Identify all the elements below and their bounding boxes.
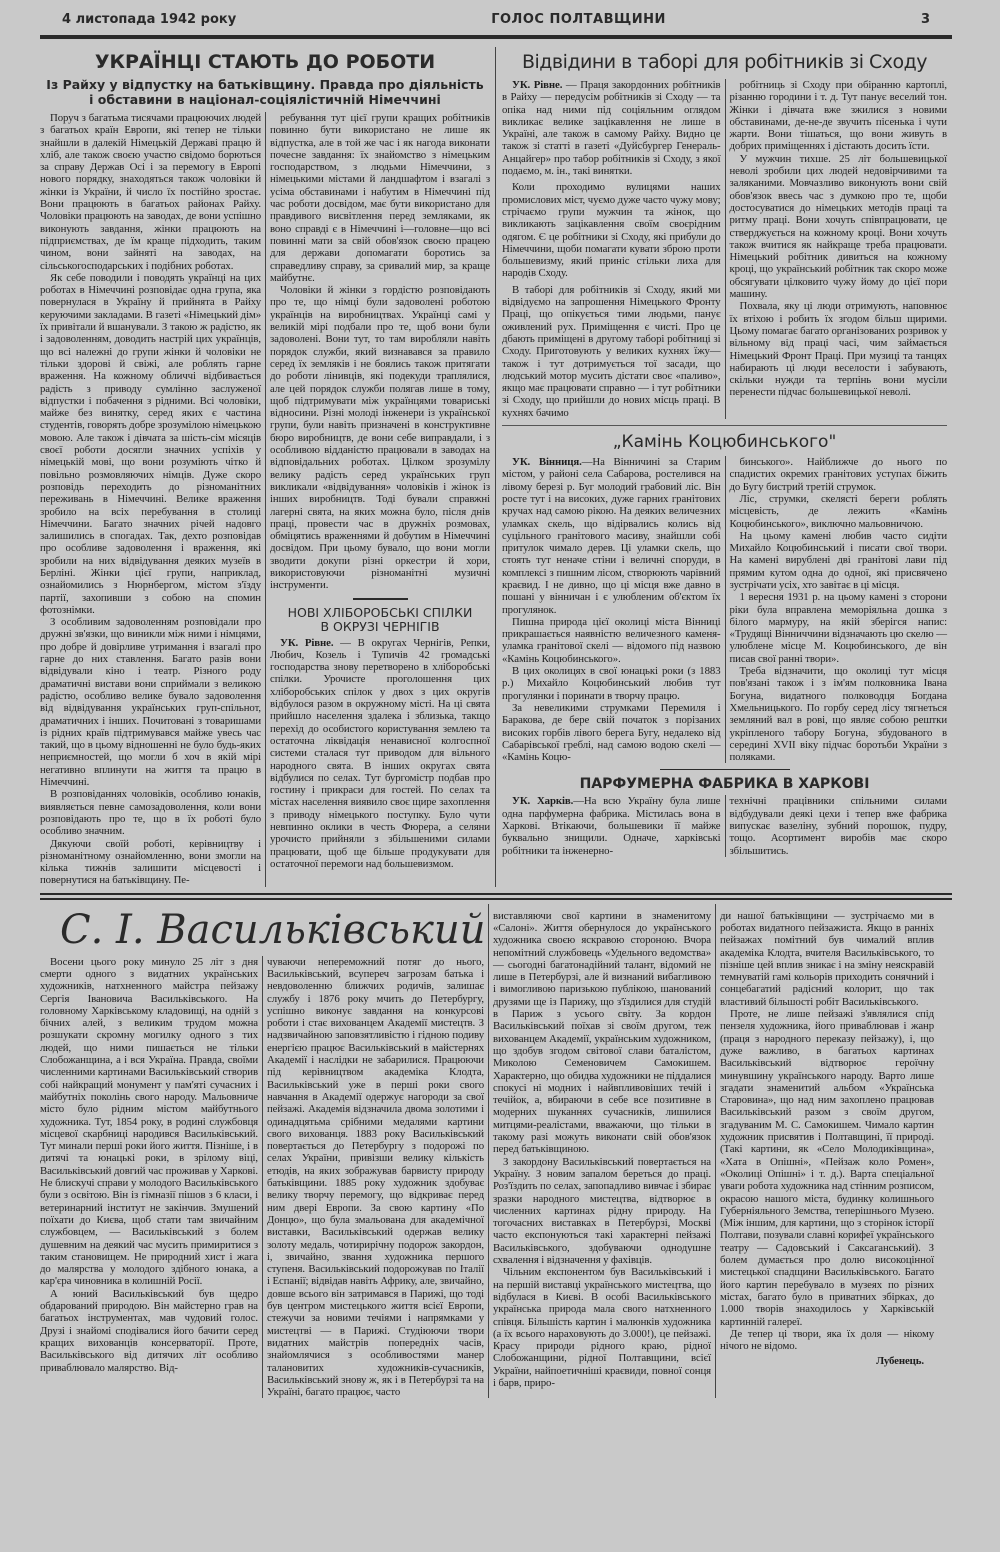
page-number: 3 <box>920 12 930 27</box>
separator <box>353 598 408 600</box>
paragraph: ребування тут цієї групи кращих робітників повинно бути використано не лише як відпустка, але в той же час і як нагода виконати почесне завдання: їх знайомство з німецьким господарством, з людьми Німеччини, з німецькими містами й ландшафтом і взагалі з усіма обставинами і набутим в Німеччині під час роботи досвідом, має бути використано для правдивого висвітлення перед земляками, як воно справді є в Німеччині і—головне—що всі повинні мати за свій обов'язок своєю працею для держави допомагати боротись за справедливу справу, за сривалий мир, за краще майбутнє. <box>270 112 490 284</box>
paragraph-text: —На всю Україну була лише одна парфумерна фабрика. Містилась вона в Харкові. Втікаючи, большевики її майже буквально знищили. Одначе, харківські робітники та інженерно- <box>502 795 721 857</box>
article-columns <box>502 795 947 856</box>
article-column <box>725 456 948 763</box>
paragraph: Пишна природа цієї околиці міста Вінниці прикрашається наявністю величезного каменя-уламка гранітової скелі — відомого під назвою «Камінь Коцюбинського». <box>502 615 721 665</box>
article-headline: „Камінь Коцюбинського" <box>612 432 837 453</box>
article-column <box>488 904 715 1399</box>
paragraph: технічні працівники спільними силами відбудували деякі цехи і тепер вже фабрика випускає вазеліну, зубний порошок, пудру, тощо. Асортимент виробів має скоро збільшитись. <box>729 795 947 857</box>
dateline: УК. Рівне. <box>280 636 334 649</box>
paragraph: За невеликими струмками Перемиля і Баракова, де бере свій початок з порізаних високих горбів лівого берега Бугу, недалеко від Сабарівської греблі, над самою водою скелі — «Камінь Коцю- <box>502 701 721 764</box>
paragraph: Де тепер ці твори, яка їх доля — нікому нічого не відомо. <box>720 1327 934 1353</box>
left-block <box>40 47 496 887</box>
article-column <box>502 795 725 856</box>
subheadline-line: Із Райху у відпустку на батьківщину. Правда про діяльність <box>46 77 484 92</box>
paragraph <box>502 456 721 616</box>
paragraph: 1 вересня 1931 р. на цьому камені з сторони ріки була вправлена меморіяльна дошка з білого мармуру, на якій зберігся напис: «Трудящі Вінниччини відзначають цю скелю — улюблене місце М. Коцюбинського, де він писав свої ранні твори». <box>729 591 947 665</box>
article-column-right <box>265 112 490 887</box>
paragraph: бинського». Найближче до нього по спадистих окремих гранітових уступах біжить до Бугу бистрий третій струмок. <box>729 456 947 493</box>
dateline: УК. Рівне. <box>512 79 563 91</box>
paragraph: Як себе поводили і поводять українці на цих роботах в Німеччині розповідає одна група, яка повернулася в Україну й прийнята в Райху керуючими закладами. В газеті «Німецький дім» їх привітали й вшанували. З такою ж радістю, як і задоволенням, доводить настрій цих українців, що всі належні до групи жінки й чоловіки не тільки здорові й свіжі, але роблять гарне враження. На кожному обличчі відбивається радість з приводу сумлінно заслуженої відпустки і побачення з рідними. Всі чоловіки, майже без винятку, серед яких є частина студентів, говорять добре зрозумілою німецькою мовою. Але також і дівчата за шість-сім місяців своєї роботи досягли значних успіхів у німецькій мові, що вони розуміють чітко й повільно розмовляючих німців. Дуже скоро розповідь переходить до різноманітних переживань в Німеччині. Велике враження зробило на всіх перебування в столиці Німеччини. Багато значних річей надовго залишились в спогадах. Так, дехто розповідав про особливе задоволення і враження, які зробили на них відвідування деяких музеїв в Берліні. Жінки цієї групи, наприклад, ознайомились з Нюрнбергом, містом з'їзду партії, захопивши з собою на спомин фотознімки. <box>40 271 261 616</box>
paragraph <box>502 795 721 856</box>
paragraph: В цих околицях в свої юнацькі роки (з 1883 р.) Михайло Коцюбинський любив тут прогулянки і поринати в творчу працю. <box>502 665 721 702</box>
issue-date: 4 листопада 1942 року <box>62 12 237 27</box>
newspaper-title: ГОЛОС ПОЛТАВЩИНИ <box>491 12 666 27</box>
paragraph-text: —На Вінничині за Старим містом, у районі села Сабарова, ростелився на лівому березі р. Буг молодий грабовий ліс. Він росте тут і на високих, дуже гарних гранітових кручах над самою рікою. На деяких величезних уламках скель, що відірвались колись від суцільного гранітового масиву, знайшли собі притулок чимало дерев. Ці уламки скель, що стоять тут неначе стіни і величні споруди, в комплексі з пишним лісом, створюють чарівний краєвид. І не дивно, що ці місця вже давно в пошані у вінничан і є улюбленим об'єктом їх прогулянок. <box>502 456 721 616</box>
article-headline <box>270 606 490 634</box>
paragraph: Восени цього року минуло 25 літ з дня смерти одного з видатних українських художників, натхненного майстра пейзажу Сергія Івановича Васильківського. На головному Харківському кладовищі, на одній з бічних алей, з великим трудом можна розшукати скромну могилку одного з тих людей, що ними пишається не тільки Слобожанщина, а і вся Україна. Правда, своїми численними картинами Васильківський створив собі найкращий монумент у пам'яті сучасних і майбутніх поколінь свого народу. Мальовниче місто було рідним містом майбутнього художника. Тут, 1854 року, в родині службовця місцевої скарбниці народився Васильківський. Тут минали перші роки його життя. Пізніше, і в дитячі та юнацькі роки, в зрілому віці, Васильківський довгий час проживав у Харкові. Не блискучі справи у молодого Васильківського були з освітою. Він із гімназії пішов з 6 класи, і ветеринарний інститут не закінчив. Змушений поїхати до Києва, щоб стати там звичайним службовцем, — Васильківський з болем душевним на деякий час мусить примиритися з таким становищем. Не природний хист і жага до малярства у молодого здібного юнака, а кар'єра чиновника в колишній Росії. <box>40 955 258 1288</box>
paragraph: Поруч з багатьма тисячами працюючих людей з багатьох країн Европи, які тепер не тільки знайшли в далекій Німецькій Державі працю й хліб, але також своєю участю свідомо борються за справу Держав Осі і за перемогу в Европі нового порядку, знаходяться також чоловіки й жінки із України, й число їх постійно зростає. Вони працюють в багатьох районах Райху. Чоловіки працюють на заводах, де вони успішно виконують завдання, жінки працюють на підприємствах, де їм краще підходить, таким чином, вони зайняті на заводах, на сільськогосподарських і подібних роботах. <box>40 112 261 272</box>
paragraph: Проте, не лише пейзажі з'являлися спід пензеля художника, його приваблював і жанр (праця з народного переказу пейзажу), і, що дуже важливо, в багатьох картинах Васильківський відтворює героїчну минувшину українського народу. Варто лише згадати знаменитий альбом «Українська Старовина», що над ним захоплено працював Васильківський разом з своїм другом, згадуваним М. С. Самокишем. Чимало картин художник присвятив і Полтавщині, її природі. (Такі картини, як «Село Молодиківщина», «Хата в Опішні», «Пейзаж коло Ромен», «Околиці Опішні» і т. д.). Варта спеціальної уваги робота художника над стінним розписом, окрасою нашого міста, будинку колишнього Губерніяльного Земства, теперішнього Музею. (Між іншим, для картини, що з сторінок історії Полтави, позували славні корифеї українського театру — Садовський і Саксаганський). З болем думається про долю високоцінної мистецької спадщини Васильківського. Багато його картин перебувало в музеях по різних містах, багато було в приватних збірках, до 1.000 творів знаходилось у Харківській картинній галереї. <box>720 1008 934 1328</box>
headline-line: НОВІ ХЛІБОРОБСЬКІ СПІЛКИ <box>287 604 473 620</box>
bottom-section <box>40 904 952 1399</box>
paragraph: В розповіданнях чоловіків, особливо юнаків, виявляється певне самозадоволення, коли вони розповідають про те, що в їх роботі було особливо значним. <box>40 788 261 838</box>
right-block <box>496 47 947 887</box>
dateline: УК. Харків. <box>512 795 574 808</box>
paragraph: робітниць зі Сходу при обіранню картоплі, різанню городини і т. д. Тут панує веселий тон. Жінки і дівчата вже зжилися з новими обставинами, де-не-де звучить пісенька і чути жарти. Вони тішаться, що вони живуть в добрих приміщеннях і дістають досить їсти. <box>729 79 947 153</box>
article-column <box>725 795 948 856</box>
article-column <box>40 956 262 1399</box>
article-headline: УКРАЇНЦІ СТАЮТЬ ДО РОБОТИ <box>94 51 436 73</box>
paragraph-text: — Праця закордонних робітників в Райху — передусім робітників зі Сходу — та опіка над ними під соціяльним оглядом викликає велике зацікавлення не лише в Україні, але також в самому Райху. Видно це також зі статті в газеті «Дуйсбургер Генераль-Анцайгер» про табор робітників зі Сходу, з якої подаємо, м. ін., такі винятки. <box>502 79 721 178</box>
paragraph: Ліс, струмки, скелясті береги роблять місцевість, де лежить «Камінь Коцюбинського», виключно мальовничою. <box>729 492 947 530</box>
article-column <box>502 79 725 419</box>
article-headline: С. І. Васильківський <box>60 906 486 953</box>
paragraph: На цьому камені любив часто сидіти Михайло Коцюбинський і писати свої твори. На камені вирублені дві гранітові лави під прямим кутом одна до одної, які присвячено зустрічати усіх, хто завітає в ці місця. <box>729 529 947 591</box>
article-subheadline <box>40 77 490 107</box>
article-column <box>270 112 490 592</box>
paragraph: виставляючи свої картини в знаменитому «Салоні». Життя обернулося до українського художника своєю яскравою стороною. Вчора непомітний службовець «Удельного ведомства» — сьогодні багатонадійний талант, відомий не лише в Петербурзі, але й визнаний вибагливою і вимогливою паризькою публікою, шанований друзями ще із Парижу, що з'їздилися для студій в Париж з усього світу. За кордон Васильківський поїхав зі своїм другом, теж вихованцем Академії, українським художником, що здобув згодом світової слави баталістом, Миколою Семеновичем Самокишем. Характерно, що обидва художники не піддалися спокусі ні модних і найвпливовіших течій і течійок, а, вбираючи в себе все позитивне в модерних шуканнях сучасників, лишилися митцями-реалістами, вважаючи, що тільки в такому разі можуть виконати свій обов'язок перед батьківщиною. <box>493 909 711 1156</box>
paragraph <box>270 637 490 871</box>
top-section <box>40 47 952 887</box>
separator <box>502 425 947 426</box>
article-column <box>502 456 725 763</box>
author-signature: Лубенець. <box>876 1355 924 1368</box>
article-headline: ПАРФУМЕРНА ФАБРИКА В ХАРКОВІ <box>579 776 870 793</box>
dateline: УК. Вінниця. <box>512 456 582 469</box>
subheadline-line: і обставини в націонал-соціялістичній Німеччині <box>89 92 441 107</box>
paragraph: Дякуючи своїй роботі, керівництву і різноманітному ознайомленню, вони змогли на кілька тижнів залишити місцевості і повернутися на батьківщину. Пе- <box>40 837 261 887</box>
article-headline: Відвідини в таборі для робітників зі Сходу <box>521 51 928 73</box>
paragraph: Чоловіки й жінки з гордістю розповідають про те, що німці були задоволені роботою українців на виробництвах. Українці самі у великій мірі подбали про те, щоб вони були задоволені. Вони тут, то там виробляли навіть порядок служби, який визнавався за правило серед їх земляків і не боялись також притягати до роботи лінивців, які подекуди траплялися, але цей порядок служби полягав лише в тому, щоб підтримувати між українцями товариські відносини. Різні молоді інженери із української групи, були навіть призначені в конструктивне бюро виробництв, де вони себе виправдали, і з особливою відданістю працювали в заводах на відповідальних роботах. Цілком зрозумілу велику радість серед українських груп викликали «відвідування» чоловіків і жінок із інших виробництв. Тоді бували справжні лагерні свята, на яких можна було, після днів праці, провести час в дружніх розмовах, обміцятись враженнями й добутим в Німеччині досвідом. При цьому бувало, що вони могли зводити докупи різні оркестри й хори, використовуючи різноманітні музичні інструменти. <box>270 284 490 592</box>
paragraph: А юний Васильківський був щедро обдарований природою. Він майстерно грав на багатьох інструментах, мав чудовий голос. Друзі і знайомі сподівалися його бачити серед кращих вихованців консерваторії. Проте, Васильківського від дитячих літ особливо приваблювало малярство. Від- <box>40 1287 258 1374</box>
article-columns <box>502 79 947 419</box>
article-column <box>262 956 488 1399</box>
separator <box>660 769 790 770</box>
paragraph: ди нашої батьківщини — зустрічаємо ми в роботах видатного пейзажиста. Якщо в ранніх пейзажах помітний був чималий вплив академіка Клодта, вчителя Васильківського, то пізніше цей вплив зникає і на зміну неяскравій темнуватій гамі кольорів приходить сонячний і сонцебагатий радісний колорит, що так властивий більшості робіт Васильківського. <box>720 909 934 1008</box>
article-column <box>725 79 948 419</box>
article-columns <box>502 456 947 763</box>
article-column <box>40 112 265 887</box>
page-header <box>40 12 952 32</box>
paragraph <box>502 79 721 177</box>
paragraph-text: — В округах Чернігів, Репки, Любич, Козель і Тупичів 42 громадські господарства знову перетворено в хліборобські спілки. Урочисте проголошення цих хліборобських спілок у двох з цих округів відбулося разом в окружному місті. На ці свята прийшло населення здалека і зблизька, такщо перехід до особистого користування землею та остаточна ліквідація ненависної колгоспної системи сталася тут приводом для вільного народного свята. В інших округах свята відбулися по селах. Тут бургомістр подбав про гостину і прикраси для гостей. По селах та містах населення виявило своє щире захоплення з приводу німецького поступку. Було чути невпинно оклики в честь Фюрера, а селяни урочисто прийняли з збільшеними силами працювати, щоб ще більше продукувати для остаточної перемоги над большевизмом. <box>270 636 490 870</box>
article-columns <box>40 112 490 887</box>
paragraph: У мужчин тихше. 25 літ большевицької неволі зробили цих людей недовірчивими та заляканими. Мовчазливо виконують вони свій обов'язок ввесь час з думкою про те, щоби достосуватися до німецьких методів праці та ритму праці. Вони хочуть співпрацювати, це стверджується на кожному кроці. Вони хочуть також вчитися як найкраще треба працювати. Німецький робітник дивиться на кожному кроці, що український робітник так скоро може обсягувати цілковито чужу йому до цієї пори машину. <box>729 152 947 301</box>
headline-line: В ОКРУЗІ ЧЕРНІГІВ <box>320 618 440 634</box>
paragraph: чуваючи непереможний потяг до нього, Васильківський, всупереч загрозам батька і невдоволенню ближчих родичів, залишає службу і 1876 року мчить до Петербургу, успішно виконує завдання на конкурсові роботи і стає вихованцем Академії мистецтв. З надзвичайною заповзятливістю і гідною подиву енергією працює Васильківський в майстернях Академії і наслідки не забарилися. Працюючи під керівництвом академіка Клодта, Васильківський уже в перші роки свого навчання в Академії одержує нагороди за свої пейзажі. Академія відзначила двома золотими і одинадцятьма срібними медалями картини свого вихованця. 1883 року Васильківський повертається до Петербургу з подорожі по селах України, привізши велику кількість етюдів, на яких зображував барвисту природу батьківщини. 1885 року художник здобуває велику творчу перемогу, що відкриває перед ним двері Европи. За свою картину «По Донцю», що була змальована для академічної виставки, Васильківський одержав велику золоту медаль, чотирирічну подорож закордон, і, звичайно, звання художника першого ступеня. Васильківський подорожував по Італії і Еспанії; відвідав навіть Африку, але, звичайно, довше всього він затримався в Парижі, що тоді був центром мистецького життя всієї Европи, стежучи за новими течіями і напрямками у мистецтві — в Парижі. Студіюючи твори видатних майстрів попередніх часів, знайомлячися з особливостями манер талановитих художників-сучасників, Васильківський знову ж, як і в Петербурзі та на Україні, багато працює, часто <box>267 955 484 1399</box>
section-rule <box>40 893 952 900</box>
paragraph: В таборі для робітників зі Сходу, який ми відвідуємо на запрошення Німецького Фронту Праці, що опікується тими людьми, панує оживлений рух. Приміщення є чисті. Про це дбають приміщені в другому таборі робітниці зі Сходу. Приготовують у великих кухнях їжу—також і тут дотримується тої засади, що людський мотор мусить дістати своє «паливо», якщо має працювати справно — і тут робітники зі Сходу, що прийшли до нових місць праці. В кухнях бачимо <box>502 283 721 419</box>
article-column <box>270 637 490 871</box>
paragraph: З особливим задоволенням розповідали про дружні зв'язки, що виникли між ними і німцями, про добре й довірливе утримання і взагалі про гарне до них ставлення. Багато разів вони відвідували кіно і театр. Різного роду драматичні вистави вони сприймали з великою радістю, особливо велике бувало задоволення від відвідування українських груп-спільнот, драматичних і інших. Почитовані з товаришами із рідних країв підтримувався майже увесь час такий, що в цьому відношенні не було будь-яких неприємностей, що могли б хоч в якій мірі негативно вплинути на життя та працю в Німеччині. <box>40 616 261 789</box>
paragraph: Коли проходимо вулицями наших промислових міст, чуємо дуже часто чужу мову; стрічаємо групи мужчин та жінок, що викликають зацікавлення своїм своєрідним одягом. Є це робітники зі Сходу, які прибули до Німеччини, щоби помагати кувати зброю проти большевизму, який приніс стільки лиха для народів Сходу. <box>502 181 721 280</box>
paragraph: З закордону Васильківський повертається на Україну. З новим запалом береться до праці. Роз'їздить по селах, запопадливо вивчає і збирає зразки народного мистецтва, відтворює в численних картинах рідну природу. На тогочасних виставках в Петербурзі, Москві часто експонуються такі характерні пейзажі Васильківського, здобуваючи однодушне схвалення і відзначення у фахівців. <box>493 1155 711 1267</box>
paragraph: Похвала, яку ці люди отримують, наповнює їх втіхою і робить їх згодом більш щирими. Цьому помагає багато організованих розривок у вільному від праці часі, чим займається Німецький Фронт Праці. При музиці та танцях набирають ці люди веселости і забувають, скільки нужди та терпінь вони мусіли перенести підчас большевицької неволі. <box>729 300 947 399</box>
paragraph: Чільним експонентом був Васильківський і на першій виставці українського мистецтва, що відбулася в Києві. В особі Васильківського українська природа мала свого натхненного співця. Більшість картин і малюнків художника (а їх всього нараховують до 3.000!), це пейзажі. Красу природи рідного краю, рідної Слобожанщини, рідної Полтавщини, всієї України, найпоетичніші краєвиди, повної сонця і барв, приро- <box>493 1266 711 1389</box>
header-rule <box>40 35 952 39</box>
paragraph: Треба відзначити, що околиці тут місця пов'язані також і з ім'ям полковника Івана Богуна, видатного полководця Богдана Хмельницького. По горбу серед лісу тягнеться земляний вал в рові, що являє собою рештки укріпленого табору Богуна, збудованого в середині XVII віку підчас боротьби України з поляками. <box>729 665 947 764</box>
article-column <box>715 904 934 1399</box>
